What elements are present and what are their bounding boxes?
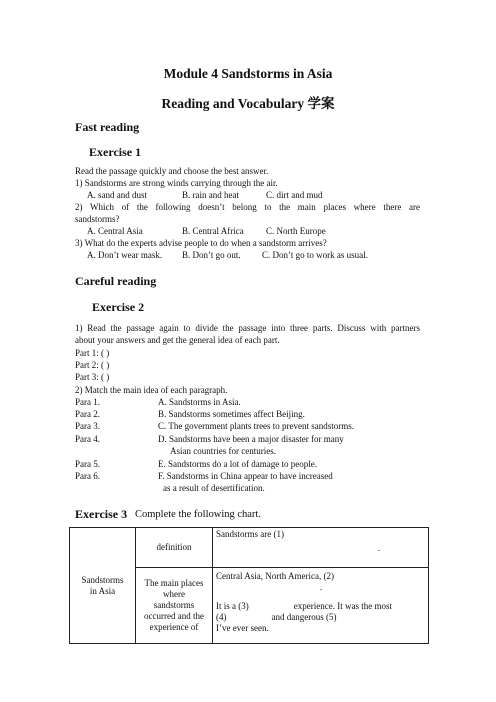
part-3-blank: Part 3: ( ) bbox=[75, 372, 110, 382]
experience-line-2: (4) and dangerous (5) bbox=[216, 612, 337, 622]
row-header-line-1: Sandstorms bbox=[81, 574, 124, 585]
idea-f-line-1: F. Sandstorms in China appear to have increased bbox=[158, 471, 333, 481]
exercise-2-q2: 2) Match the main idea of each paragraph. bbox=[75, 385, 228, 395]
q1-option-a: A. sand and dust bbox=[87, 190, 147, 200]
experience-sub-cell bbox=[213, 601, 428, 636]
q3-option-a: A. Don’t wear mask. bbox=[87, 250, 163, 260]
sandstorm-chart-table bbox=[69, 527, 429, 644]
para-6-label: Para 6. bbox=[75, 471, 100, 481]
para-5-label: Para 5. bbox=[75, 459, 100, 469]
places-sub-cell bbox=[213, 568, 428, 601]
places-answer-cell bbox=[213, 568, 429, 644]
exercise-2-q1-line-2: about your answers and get the general idea of each part. bbox=[75, 335, 280, 345]
exercise-2-heading: Exercise 2 bbox=[92, 300, 145, 314]
idea-f-line-2: as a result of desertification. bbox=[163, 483, 265, 493]
idea-d-line-1: D. Sandstorms have been a major disaster for many bbox=[158, 434, 344, 444]
experience-line-1: It is a (3) experience. It was the most bbox=[216, 601, 392, 611]
careful-reading-heading: Careful reading bbox=[75, 274, 157, 288]
row-header-line-2: in Asia bbox=[89, 585, 116, 596]
idea-b: B. Sandstorms sometimes affect Beijing. bbox=[158, 409, 305, 419]
places-label-cell bbox=[136, 568, 213, 644]
question-3: 3) What do the experts advise people to do when a sandstorm arrives? bbox=[75, 238, 327, 248]
idea-a: A. Sandstorms in Asia. bbox=[158, 397, 241, 407]
exercise-2-q1-line-1: 1) Read the passage again to divide the passage into three parts. Discuss with partners bbox=[75, 323, 420, 333]
idea-c: C. The government plants trees to prevent sandstorms. bbox=[158, 421, 355, 431]
places-label-line-4: occurred and the bbox=[144, 611, 204, 621]
para-1-label: Para 1. bbox=[75, 397, 100, 407]
exercise-3-heading: Exercise 3 bbox=[75, 507, 128, 521]
exercise-1-instruction: Read the passage quickly and choose the best answer. bbox=[75, 166, 269, 176]
para-3-label: Para 3. bbox=[75, 421, 100, 431]
part-1-blank: Part 1: ( ) bbox=[75, 348, 110, 358]
question-1: 1) Sandstorms are strong winds carrying through the air. bbox=[75, 178, 278, 188]
q2-option-a: A. Central Asia bbox=[87, 226, 143, 236]
q1-option-c: C. dirt and mud bbox=[266, 190, 323, 200]
places-label-line-3: sandstorms bbox=[153, 600, 195, 610]
q2-option-c: C. North Europe bbox=[266, 226, 326, 236]
definition-text: Sandstorms are (1) bbox=[216, 529, 284, 539]
para-2-label: Para 2. bbox=[75, 409, 100, 419]
exercise-3-instruction: Complete the following chart. bbox=[135, 509, 261, 520]
page-title: Module 4 Sandstorms in Asia bbox=[163, 66, 333, 81]
page-subtitle: Reading and Vocabulary 学案 bbox=[161, 96, 335, 111]
places-text: Central Asia, North America, (2) bbox=[216, 571, 334, 581]
part-2-blank: Part 2: ( ) bbox=[75, 360, 110, 370]
definition-label-cell bbox=[136, 528, 213, 568]
fast-reading-heading: Fast reading bbox=[75, 120, 140, 134]
places-end: . bbox=[320, 582, 323, 592]
idea-e: E. Sandstorms do a lot of damage to people. bbox=[158, 459, 317, 469]
chart-row-header bbox=[70, 528, 136, 644]
q3-option-b: B. Don’t go out. bbox=[182, 250, 241, 260]
question-2-line-2: sandstorms? bbox=[75, 214, 120, 224]
q2-option-b: B. Central Africa bbox=[182, 226, 244, 236]
definition-end: . bbox=[377, 543, 380, 553]
q3-option-c: C. Don’t go to work as usual. bbox=[262, 250, 368, 260]
question-2-line-1: 2) Which of the following doesn’t belong to the main places where there are bbox=[75, 202, 420, 212]
places-label-line-1: The main places bbox=[144, 578, 204, 588]
q1-option-b: B. rain and heat bbox=[182, 190, 239, 200]
definition-answer-cell bbox=[213, 528, 429, 568]
places-label-line-2: where bbox=[163, 589, 185, 599]
places-label-line-5: experience of bbox=[149, 622, 199, 632]
exercise-1-heading: Exercise 1 bbox=[89, 145, 142, 159]
para-4-label: Para 4. bbox=[75, 434, 100, 444]
idea-d-line-2: Asian countries for centuries. bbox=[170, 446, 276, 456]
definition-label: definition bbox=[156, 542, 192, 552]
experience-line-3: I’ve ever seen. bbox=[216, 623, 269, 633]
